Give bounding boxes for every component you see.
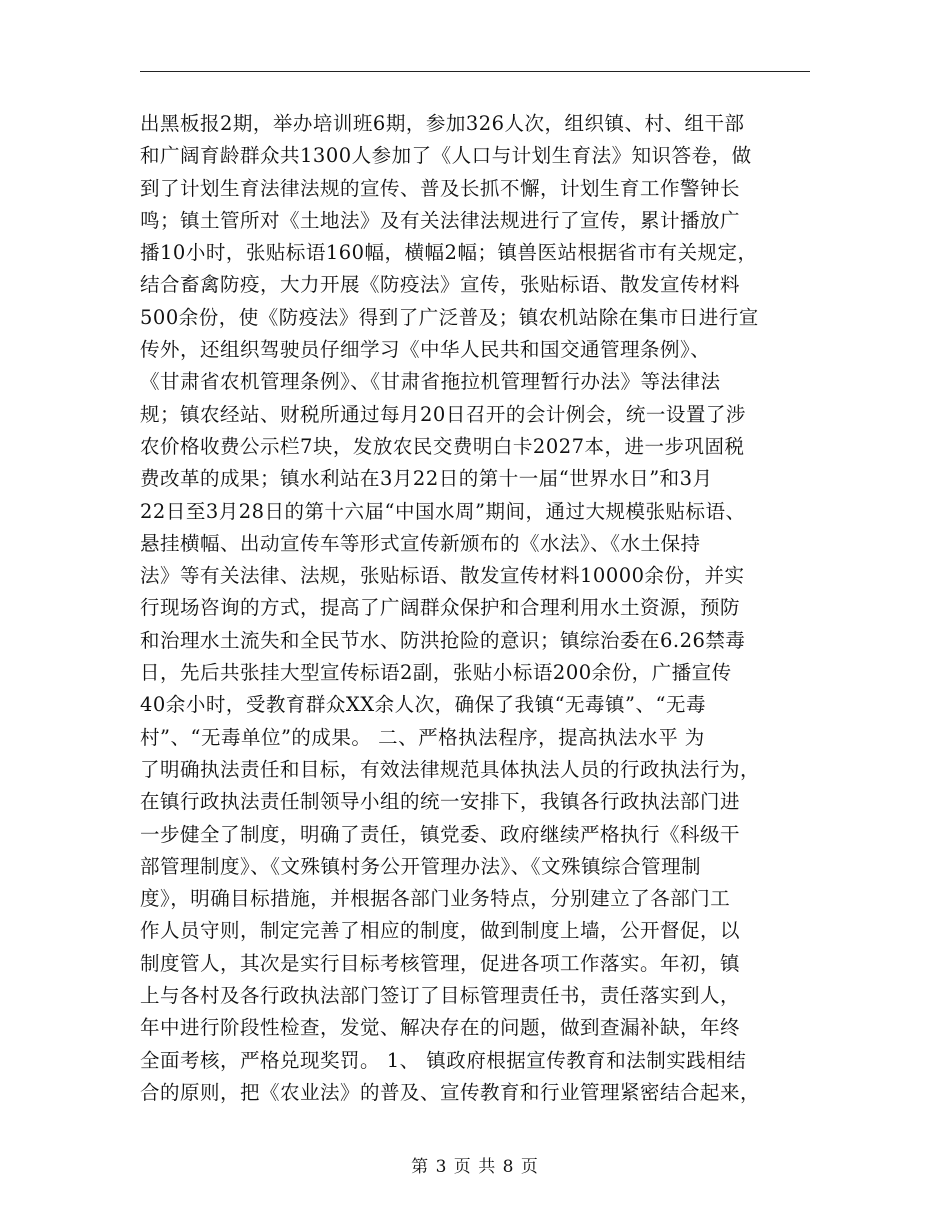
text-line: 22日至3月28日的第十六届“中国水周”期间，通过大规模张贴标语、	[140, 499, 746, 523]
text-line: 一步健全了制度，明确了责任，镇党委、政府继续严格执行《科级干	[140, 822, 741, 846]
text-line: 作人员守则，制定完善了相应的制度，做到制度上墙，公开督促，以	[140, 919, 741, 943]
text-line: 法》等有关法律、法规，张贴标语、散发宣传材料10000余份，并实	[140, 564, 745, 588]
text-line: 度》，明确目标措施，并根据各部门业务特点，分别建立了各部门工	[140, 887, 731, 911]
text-line: 行现场咨询的方式，提高了广阔群众保护和合理利用水土资源，预防	[140, 596, 741, 620]
text-line: 到了计划生育法律法规的宣传、普及长抓不懈，计划生育工作警钟长	[140, 176, 741, 200]
text-line: 了明确执法责任和目标，有效法律规范具体执法人员的行政执法行为，	[140, 757, 761, 781]
text-line: 年中进行阶段性检查，发觉、解决存在的问题，做到查漏补缺，年终	[140, 1016, 741, 1040]
text-line: 悬挂横幅、出动宣传车等形式宣传新颁布的《水法》、《水土保持	[140, 531, 701, 555]
text-line: 农价格收费公示栏7块，发放农民交费明白卡2027本，进一步巩固税	[140, 434, 745, 458]
text-line: 500余份，使《防疫法》得到了广泛普及；镇农机站除在集市日进行宣	[140, 305, 759, 329]
text-line: 全面考核，严格兑现奖罚。 1、 镇政府根据宣传教育和法制实践相结	[140, 1048, 747, 1072]
document-body	[140, 108, 830, 1109]
text-line: 上与各村及各行政执法部门签订了目标管理责任书，责任落实到人，	[140, 984, 741, 1008]
text-line: 规；镇农经站、财税所通过每月20日召开的会计例会，统一设置了涉	[140, 402, 746, 426]
text-line: 村”、“无毒单位”的成果。 二、严格执法程序，提高执法水平 为	[140, 725, 705, 749]
text-line: 播10小时，张贴标语160幅，横幅2幅；镇兽医站根据省市有关规定，	[140, 241, 758, 265]
text-line: 在镇行政执法责任制领导小组的统一安排下，我镇各行政执法部门进	[140, 790, 741, 814]
text-line: 传外，还组织驾驶员仔细学习《中华人民共和国交通管理条例》、	[140, 338, 711, 362]
text-line: 费改革的成果；镇水利站在3月22日的第十一届“世界水日”和3月	[140, 467, 713, 491]
text-line: 制度管人，其次是实行目标考核管理，促进各项工作落实。年初，镇	[140, 951, 741, 975]
text-line: 《甘肃省农机管理条例》、《甘肃省拖拉机管理暂行办法》等法律法	[140, 370, 721, 394]
page-number-footer: 第 3 页 共 8 页	[411, 1157, 539, 1177]
text-line: 部管理制度》、《文殊镇村务公开管理办法》、《文殊镇综合管理制	[140, 854, 702, 878]
text-line: 结合畜禽防疫，大力开展《防疫法》宣传，张贴标语、散发宣传材料	[140, 273, 741, 297]
text-line: 出黑板报2期，举办培训班6期，参加326人次，组织镇、村、组干部	[140, 112, 745, 135]
text-line: 40余小时，受教育群众XX余人次，确保了我镇“无毒镇”、“无毒	[140, 693, 706, 717]
text-line: 和广阔育龄群众共1300人参加了《人口与计划生育法》知识答卷，做	[140, 144, 752, 168]
text-line: 合的原则，把《农业法》的普及、宣传教育和行业管理紧密结合起来，	[140, 1080, 761, 1104]
header-rule	[140, 71, 810, 72]
text-line: 日，先后共张挂大型宣传标语2副，张贴小标语200余份，广播宣传	[140, 661, 732, 685]
text-line: 鸣；镇土管所对《土地法》及有关法律法规进行了宣传，累计播放广	[140, 208, 741, 232]
text-line: 和治理水土流失和全民节水、防洪抢险的意识；镇综治委在6.26禁毒	[140, 628, 746, 652]
